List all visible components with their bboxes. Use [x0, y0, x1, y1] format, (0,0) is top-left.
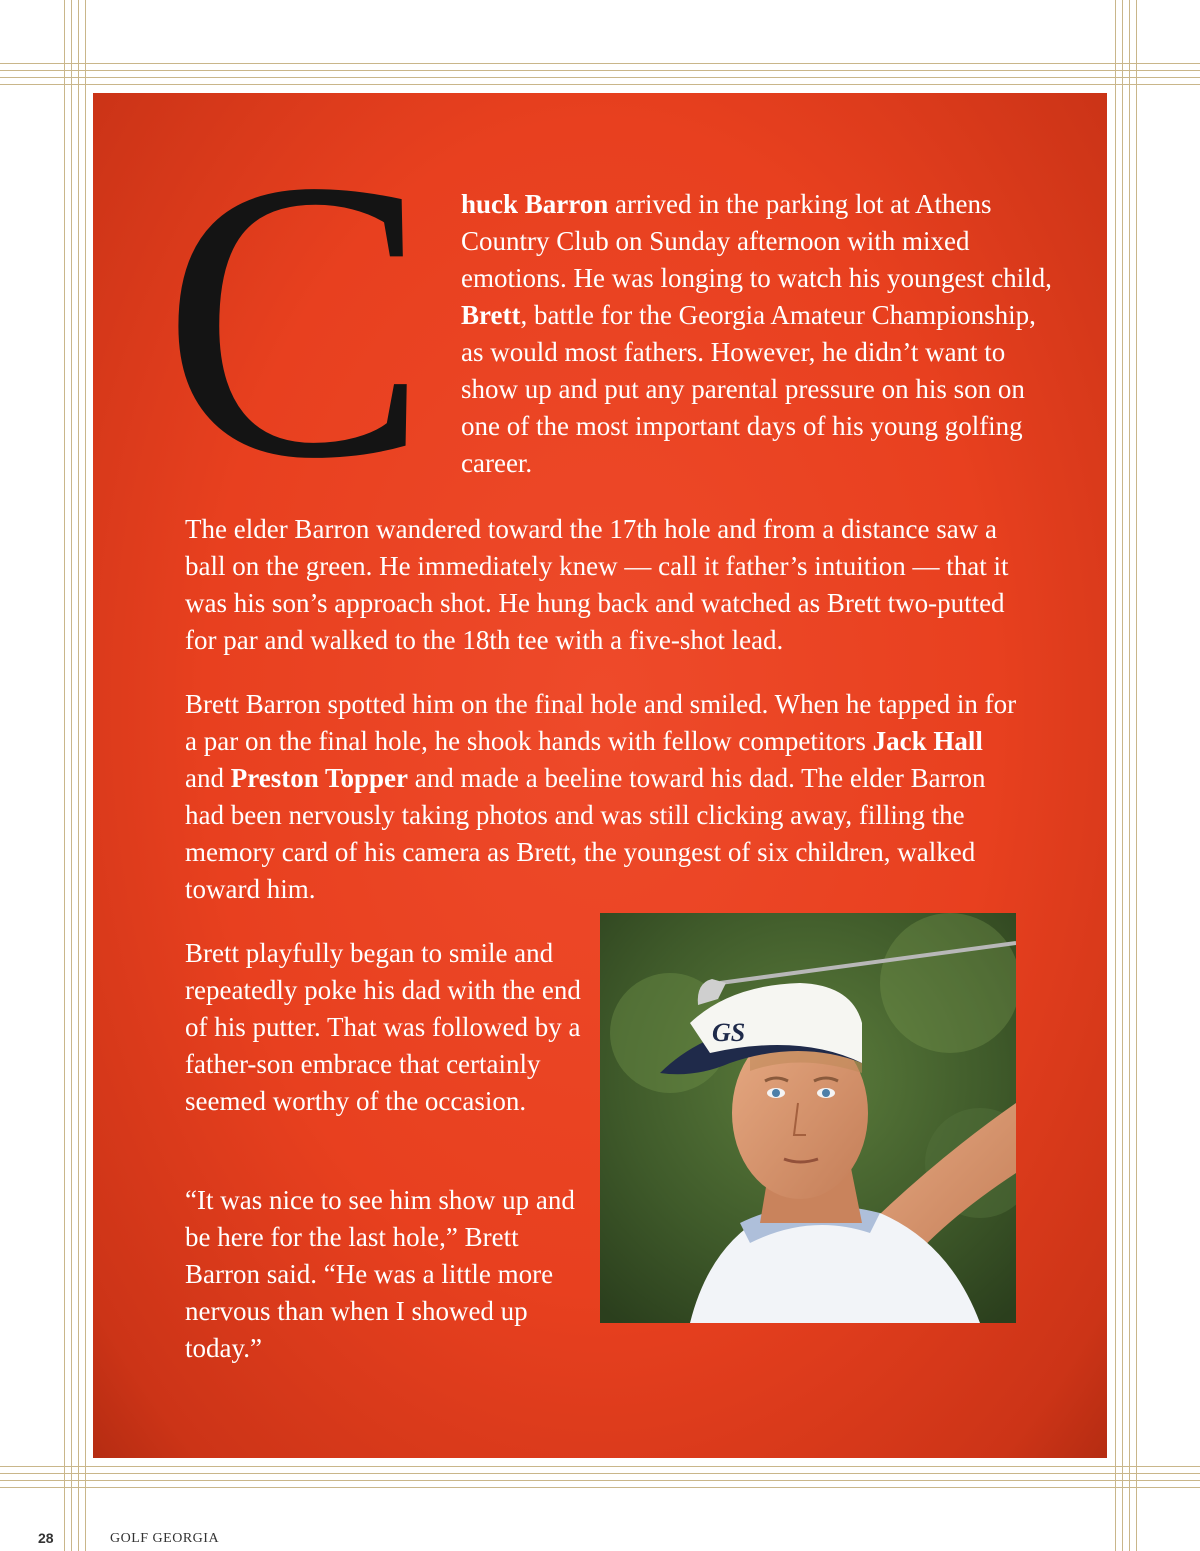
page-number: 28	[38, 1530, 54, 1546]
golfer-photo	[600, 913, 1016, 1323]
paragraph-1: The elder Barron wandered toward the 17th hole and from a distance saw a ball on the green. He immediately knew — call it father’s intuition — that it was his son’s approach shot. He hung back and watched as Brett two-putted for par and walked to the 18th tee with a five-shot lead.	[185, 514, 1009, 655]
visor-logo: GS	[712, 1018, 746, 1047]
name-brett: Brett	[461, 300, 521, 330]
publication-name: GOLF GEORGIA	[110, 1531, 220, 1546]
paragraph-3: Brett playfully began to smile and repeatedly poke his dad with the end of his putter. That was followed by a father-son embrace that certainly seemed worthy of the occasion.	[185, 938, 581, 1116]
name-chuck-barron: huck Barron	[461, 189, 609, 219]
drop-cap: C	[162, 98, 429, 541]
intro-paragraph: huck Barron arrived in the parking lot at Athens Country Club on Sunday afternoon with mixed emotions. He was longing to watch his youngest child, Brett, battle for the Georgia Amateur Championship, as would most fathers. However, he didn’t want to show up and put any parental pressure on his son on one of the most important days of his young golfing career.	[461, 189, 1052, 478]
paragraph-2: Brett Barron spotted him on the final hole and smiled. When he tapped in for a par on the final hole, he shook hands with fellow competitors Jack Hall and Preston Topper and made a beeline toward his dad. The elder Barron had been nervously taking photos and was still clicking away, filling the memory card of his camera as Brett, the youngest of six children, walked toward him.	[185, 689, 1017, 904]
name-preston-topper: Preston Topper	[230, 763, 409, 793]
paragraph-4: “It was nice to see him show up and be here for the last hole,” Brett Barron said. “He was a little more nervous than when I showed up today.”	[185, 1185, 575, 1363]
name-jack-hall: Jack Hall	[872, 726, 983, 756]
